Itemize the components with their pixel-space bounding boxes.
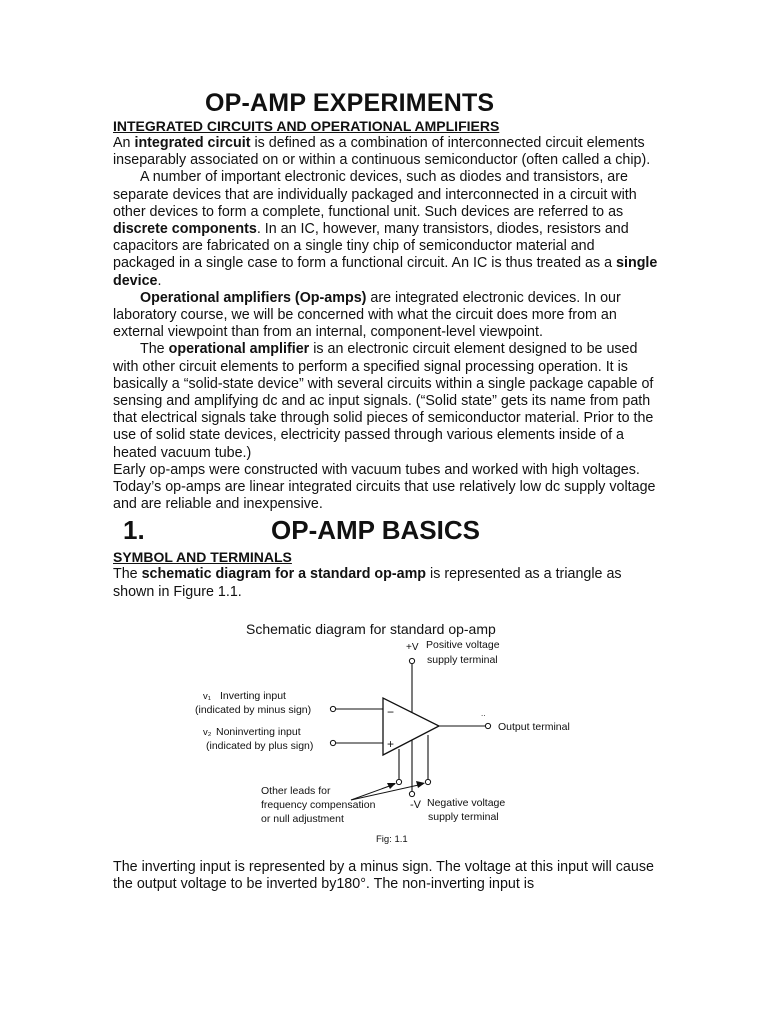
inverting-input-label-2: (indicated by minus sign) xyxy=(195,703,312,716)
paragraph-discrete: A number of important electronic devices, such as diodes and transistors, are separate devices that are individually packaged and interconnected in a circuit with other devices to form a complete, functional unit. Such devices are referred to as discrete components. In an IC, however, many transistors, diodes, resistors and capacitors are fabricated on a single tiny chip of semiconductor material and packaged in a single case to form a functional circuit. An IC is thus treated as a single device. xyxy=(113,169,658,289)
output-terminal xyxy=(485,723,490,728)
other-leads-label-2: frequency compensation xyxy=(261,798,376,811)
positive-supply-terminal xyxy=(409,658,414,663)
arrow-head-2 xyxy=(416,781,425,788)
section-heading-symbol: SYMBOL AND TERMINALS xyxy=(113,549,292,566)
other-leads-label-1: Other leads for xyxy=(261,784,331,797)
minus-v-label: -V xyxy=(410,798,421,811)
opamp-schematic-figure xyxy=(183,613,603,848)
section-number: 1. xyxy=(123,515,145,546)
minus-sign-label: − xyxy=(387,704,395,719)
plus-sign-label: + xyxy=(387,736,395,751)
negative-supply-terminal xyxy=(409,791,414,796)
figure-caption: Fig: 1.1 xyxy=(376,833,408,845)
negative-supply-label-1: Negative voltage xyxy=(427,796,506,809)
paragraph-schematic-intro: The schematic diagram for a standard op-amp is represented as a triangle as shown in Figure 1.1. xyxy=(113,566,622,600)
paragraph-operational-amplifier: The operational amplifier is an electronic circuit element designed to be used with other circuit elements to perform a specified signal processing operation. It is basically a “solid-state device” with several circuits within a single package capable of sensing and amplifying dc and ac input signals. (“Solid state” gets its name from path that electrical signals take through solid pieces of semiconductor material. Prior to the use of solid state devices, electricity passed through various elements inside of a heated vacuum tube.) xyxy=(113,341,654,461)
noninverting-input-label-1: Noninverting input xyxy=(216,725,301,738)
noninverting-input-label-2: (indicated by plus sign) xyxy=(206,739,314,752)
paragraph-inverting-input: The inverting input is represented by a minus sign. The voltage at this input will cause the output voltage to be inverted by180°. The non-inverting input is xyxy=(113,858,654,893)
paragraph-early-opamps: Early op-amps were constructed with vacuum tubes and worked with high voltages. Today’s op-amps are linear integrated circuits that use relatively low dc supply voltage and are reliable and inexpensive. xyxy=(113,461,656,513)
output-terminal-label: Output terminal xyxy=(498,720,570,733)
v1-label: v₁ xyxy=(203,690,211,702)
paragraph-opamps: Operational amplifiers (Op-amps) are integrated electronic devices. In our laboratory course, we will be concerned with what the circuit does more from an external viewpoint than from an internal, component-level viewpoint. xyxy=(113,289,621,341)
other-leads-label-3: or null adjustment xyxy=(261,812,344,825)
noninverting-input-terminal xyxy=(330,740,335,745)
plus-v-label: +V xyxy=(406,641,419,653)
negative-supply-label-2: supply terminal xyxy=(428,810,499,823)
paragraph-ic-definition: An integrated circuit is defined as a combination of interconnected circuit elements inseparably associated on or within a continuous semiconductor (often called a chip). xyxy=(113,135,651,169)
positive-supply-label-2: supply terminal xyxy=(427,653,498,666)
figure-title: Schematic diagram for standard op-amp xyxy=(246,620,496,637)
inverting-input-label-1: Inverting input xyxy=(220,689,286,702)
v2-label: v₂ xyxy=(203,726,212,738)
section-title: OP-AMP BASICS xyxy=(271,515,480,546)
page-title: OP-AMP EXPERIMENTS xyxy=(205,89,495,117)
inverting-input-terminal xyxy=(330,706,335,711)
document-page xyxy=(113,88,658,893)
positive-supply-label-1: Positive voltage xyxy=(426,638,500,651)
section-heading-ic: INTEGRATED CIRCUITS AND OPERATIONAL AMPLIFIERS xyxy=(113,118,500,134)
section-title-basics xyxy=(123,515,658,549)
svg-text:..: .. xyxy=(481,708,486,718)
